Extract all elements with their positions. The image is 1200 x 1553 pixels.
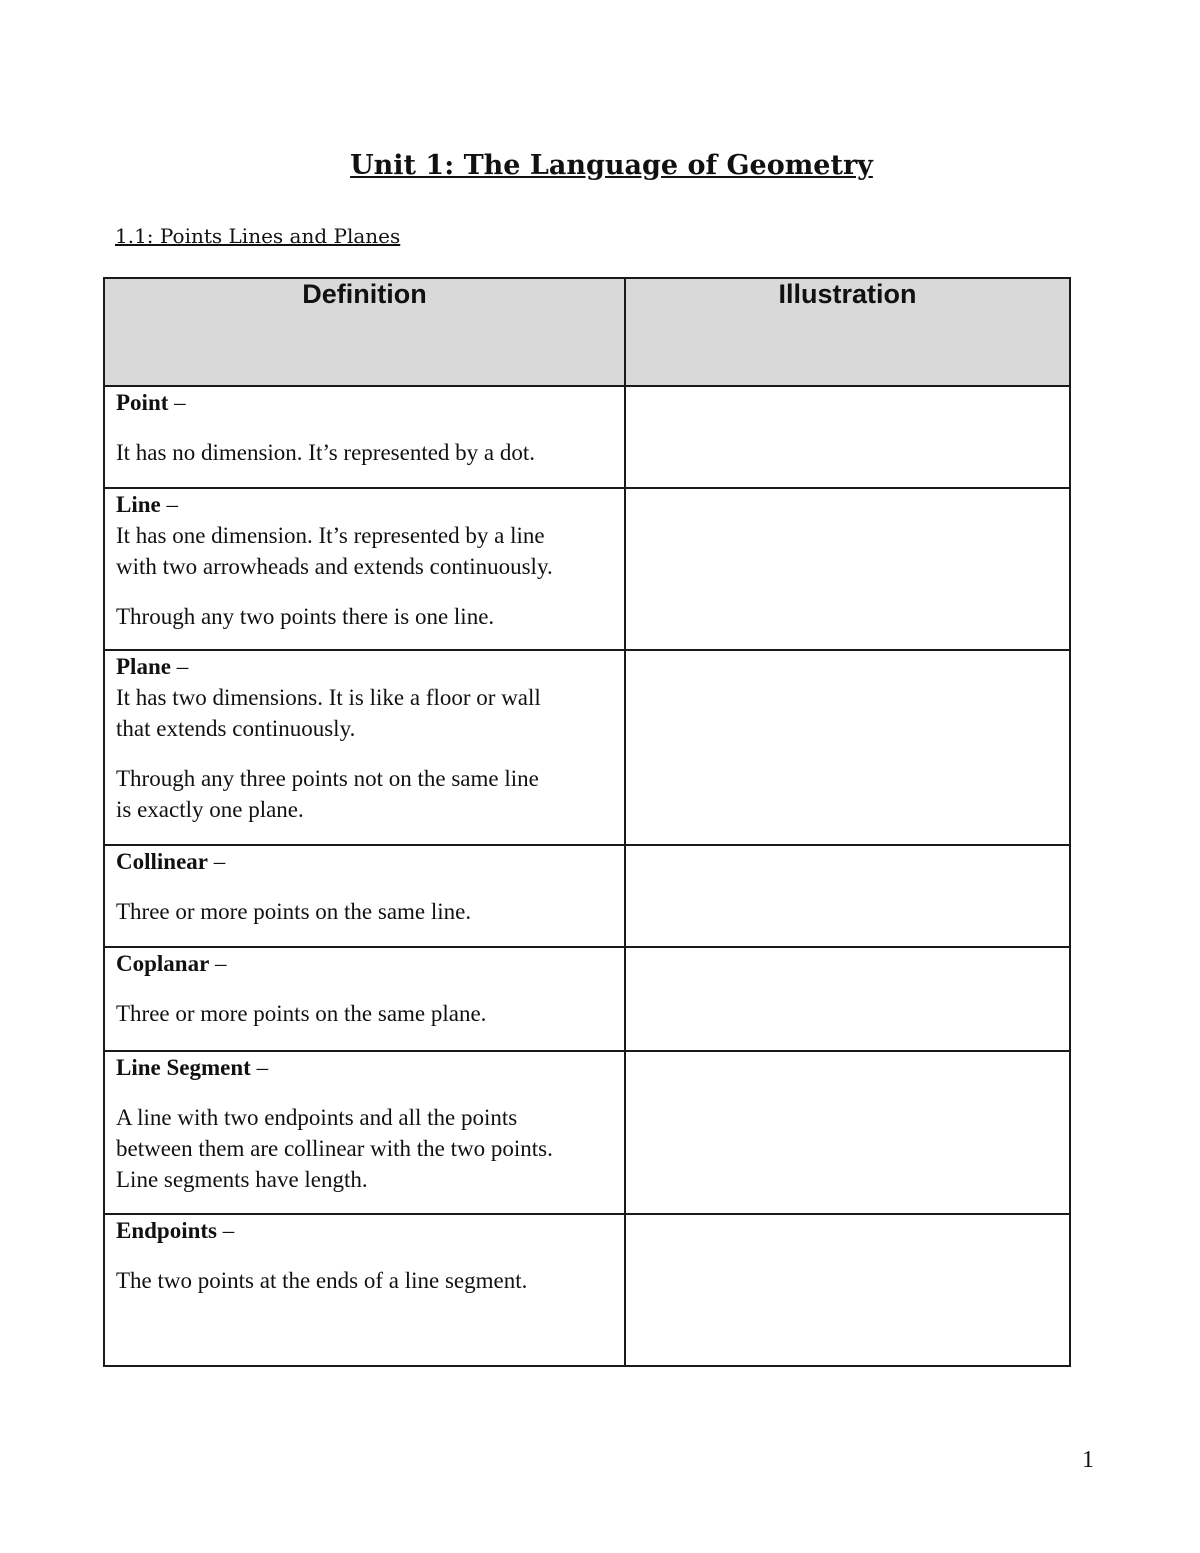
table-row	[104, 488, 1070, 650]
table-row	[104, 1214, 1070, 1366]
illustration-cell[interactable]	[625, 1214, 1070, 1366]
definition-text: The two points at the ends of a line segment.	[116, 1268, 528, 1293]
term-dash: –	[209, 951, 227, 976]
illustration-cell[interactable]	[625, 1051, 1070, 1214]
term-dash: –	[170, 654, 189, 679]
term-dash: –	[250, 1055, 269, 1080]
definition-text: Three or more points on the same plane.	[116, 1001, 487, 1026]
term-label: Endpoints	[116, 1218, 218, 1243]
definition-text: that extends continuously.	[116, 716, 356, 741]
definition-text: It has two dimensions. It is like a floor or wall	[116, 685, 541, 710]
definition-cell	[104, 650, 625, 845]
definition-text: Through any three points not on the same line	[116, 766, 539, 791]
term-label: Plane	[116, 654, 171, 679]
term-label: Collinear	[116, 849, 208, 874]
definition-cell	[104, 488, 625, 650]
illustration-cell[interactable]	[625, 947, 1070, 1051]
definition-text: is exactly one plane.	[116, 797, 304, 822]
table-row	[104, 1051, 1070, 1214]
definition-text: between them are collinear with the two points.	[116, 1136, 553, 1161]
term-label: Line Segment	[116, 1055, 251, 1080]
table-row	[104, 386, 1070, 488]
definition-cell	[104, 1214, 625, 1366]
term-dash: –	[168, 390, 186, 415]
definition-text: It has one dimension. It’s represented by a line	[116, 523, 545, 548]
definition-text: Three or more points on the same line.	[116, 899, 472, 924]
definition-text: It has no dimension. It’s represented by a dot.	[116, 440, 536, 465]
term-label: Line	[116, 492, 161, 517]
definitions-table	[103, 277, 1071, 1367]
illustration-cell[interactable]	[625, 488, 1070, 650]
section-heading: 1.1: Points Lines and Planes	[115, 224, 401, 248]
definition-cell	[104, 1051, 625, 1214]
term-dash: –	[217, 1218, 235, 1243]
definition-cell	[104, 947, 625, 1051]
term-label: Point	[116, 390, 169, 415]
table-row	[104, 947, 1070, 1051]
definition-text: Line segments have length.	[116, 1167, 368, 1192]
definition-text: A line with two endpoints and all the points	[116, 1105, 518, 1130]
term-dash: –	[160, 492, 178, 517]
page-number: 1	[1082, 1447, 1094, 1473]
term-label: Coplanar	[116, 951, 210, 976]
illustration-cell[interactable]	[625, 845, 1070, 947]
illustration-cell[interactable]	[625, 386, 1070, 488]
table-row	[104, 845, 1070, 947]
term-dash: –	[208, 849, 226, 874]
definition-text: Through any two points there is one line.	[116, 604, 495, 629]
illustration-cell[interactable]	[625, 650, 1070, 845]
header-definition: Definition	[104, 278, 625, 386]
definition-cell	[104, 845, 625, 947]
table-row	[104, 650, 1070, 845]
definition-text: with two arrowheads and extends continuously.	[116, 554, 553, 579]
page-title: Unit 1: The Language of Geometry	[350, 150, 873, 181]
definition-cell	[104, 386, 625, 488]
header-illustration: Illustration	[625, 278, 1070, 386]
